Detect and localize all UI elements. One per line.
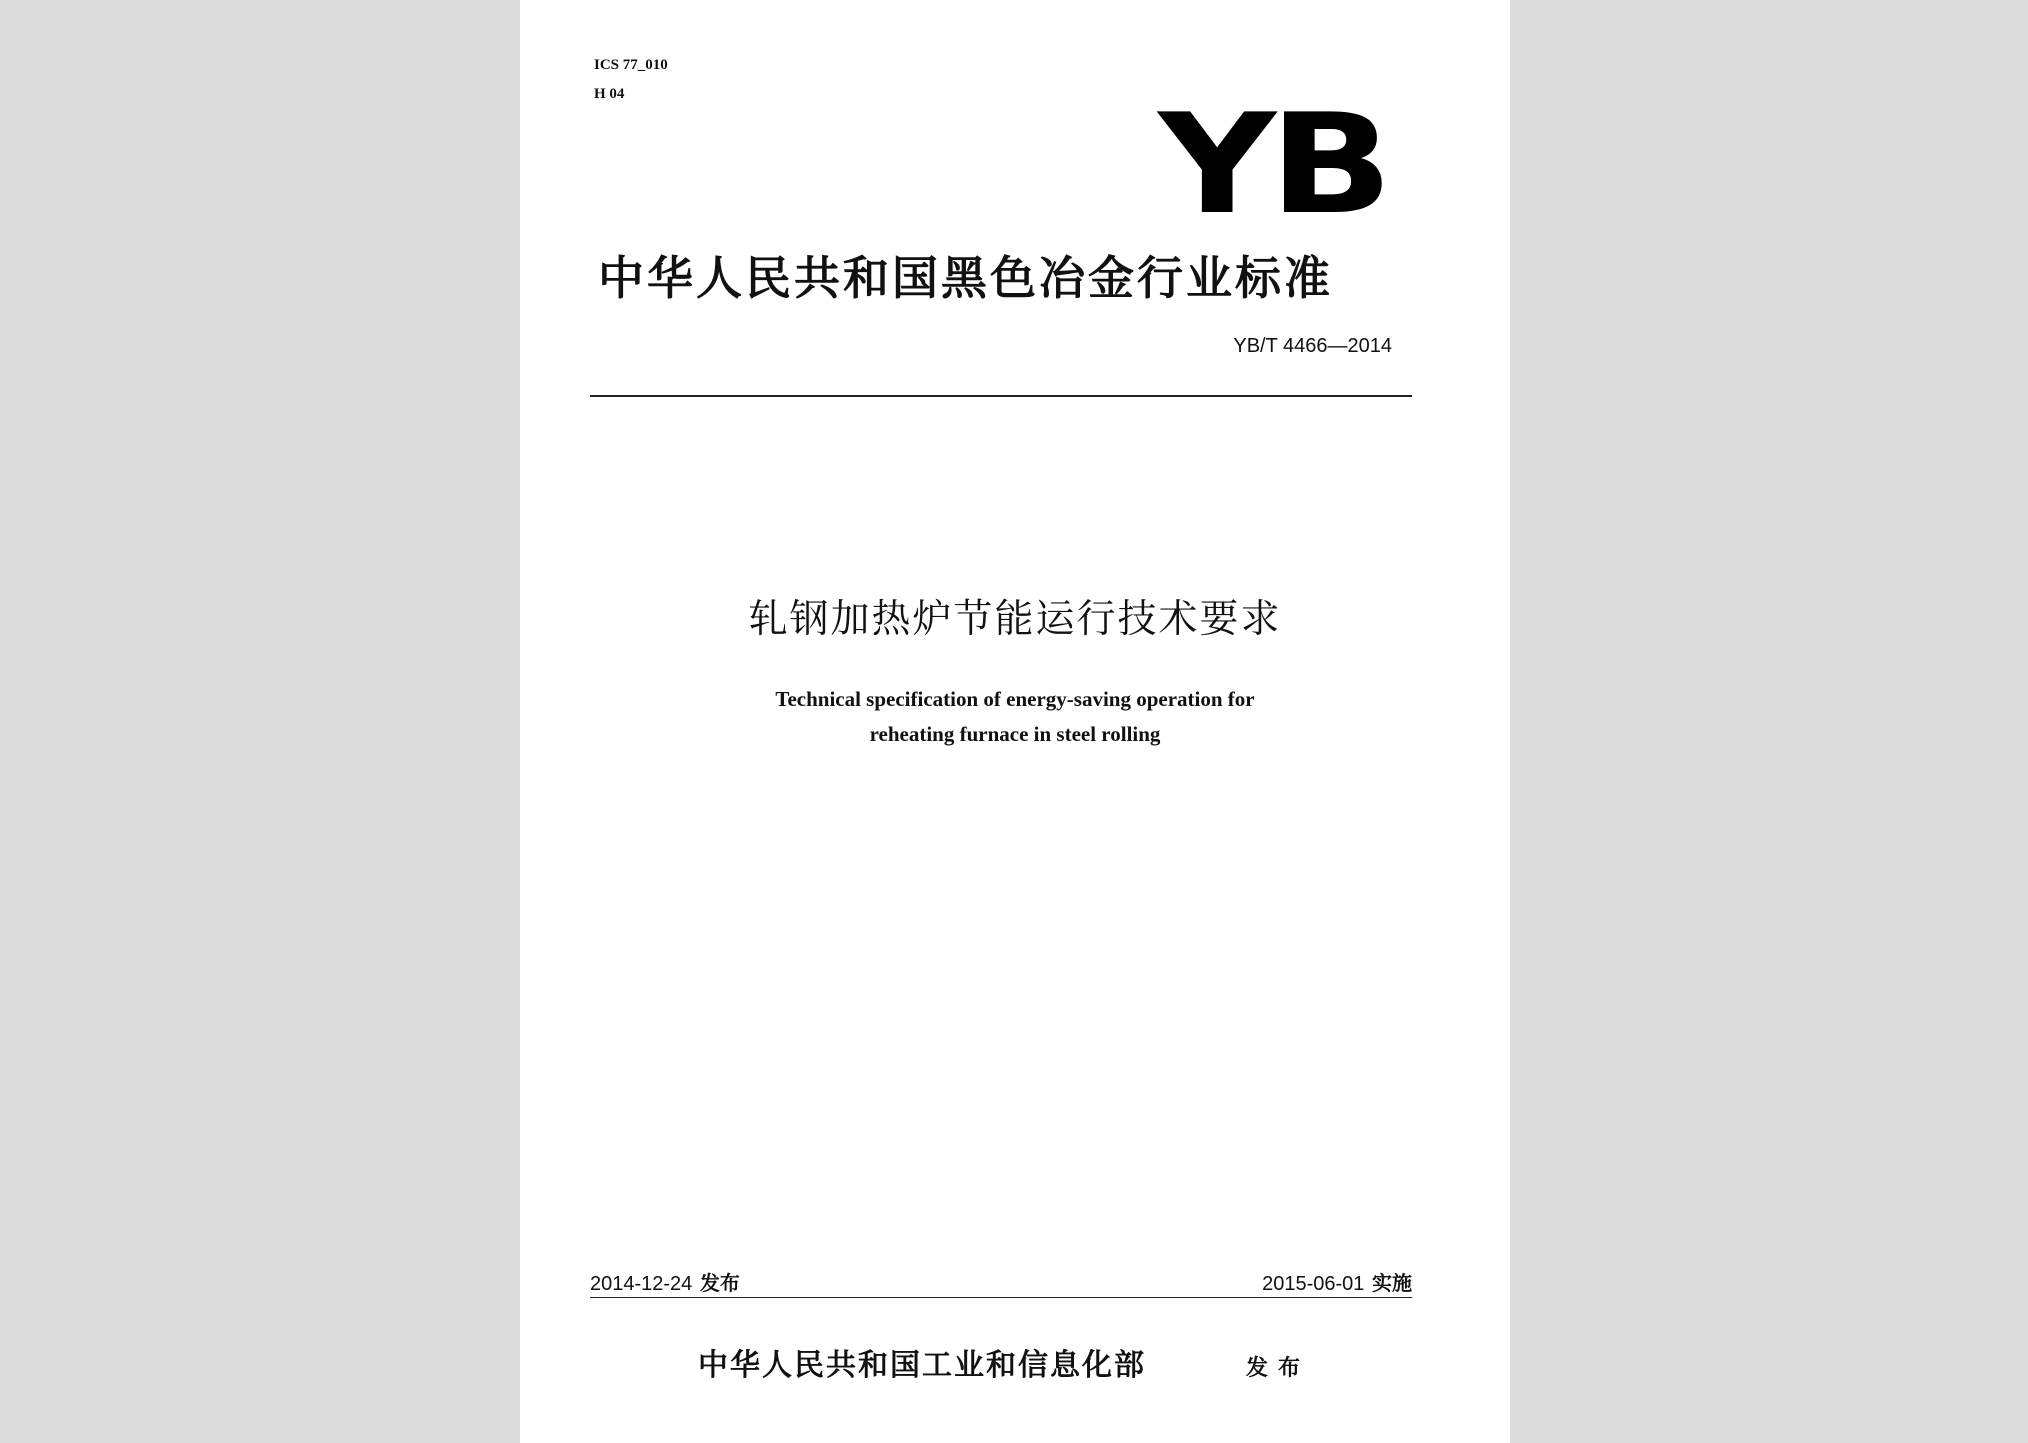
footer-divider (590, 1297, 1412, 1298)
yb-logo: YB (1158, 84, 1386, 245)
issuing-authority-action: 发布 (1246, 1356, 1311, 1381)
implementation-date (1262, 1271, 1412, 1296)
title-english-line-2: reheating furnace in steel rolling (869, 722, 1161, 746)
header-divider (590, 395, 1412, 397)
standard-category-title: 中华人民共和国黑色冶金行业标准 (598, 251, 1333, 305)
ccs-code: H 04 (594, 86, 625, 102)
issue-date-label: 发布 (699, 1271, 740, 1295)
implementation-date-value: 2015-06-01 (1262, 1273, 1365, 1295)
title-chinese: 轧钢加热炉节能运行技术要求 (748, 597, 1282, 642)
issuing-authority: 中华人民共和国工业和信息化部 (698, 1348, 1146, 1383)
implementation-date-label: 实施 (1372, 1271, 1412, 1295)
issue-date-value: 2014-12-24 (590, 1273, 693, 1295)
title-english-line-1: Technical specification of energy-saving operation for (775, 687, 1255, 711)
document-page (520, 0, 1510, 1443)
issue-date (590, 1271, 740, 1296)
standard-number: YB/T 4466—2014 (1233, 335, 1392, 357)
ics-code: ICS 77_010 (594, 57, 668, 73)
